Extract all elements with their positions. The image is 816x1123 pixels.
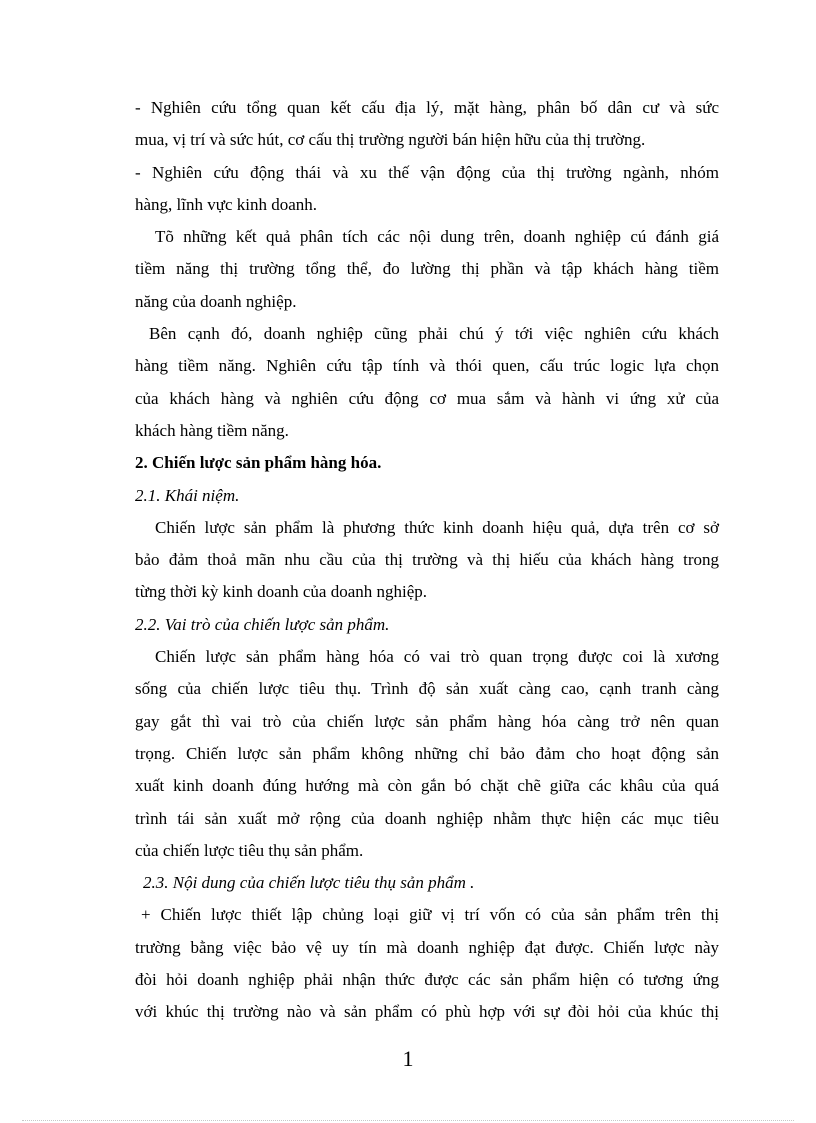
text-line: - Nghiên cứu tổng quan kết cấu địa lý, mặt hàng, phân bố dân cư và sức <box>135 98 719 117</box>
text-line: đòi hỏi doanh nghiệp phải nhận thức được các sản phẩm hiện có tương ứng <box>135 970 719 990</box>
text-line: mua, vị trí và sức hút, cơ cấu thị trường người bán hiện hữu của thị trường. <box>135 130 646 150</box>
text-line: + Chiến lược thiết lập chủng loại giữ vị trí vốn có của sản phẩm trên thị <box>141 905 719 925</box>
page-footer-divider <box>22 1120 794 1121</box>
text-line: trọng. Chiến lược sản phẩm không những chỉ bảo đảm cho hoạt động sản <box>135 743 719 763</box>
text-line: - Nghiên cứu động thái và xu thế vận động của thị trường ngành, nhóm <box>135 162 719 182</box>
text-line: khách hàng tiềm năng. <box>135 420 289 440</box>
text-line: sống của chiến lược tiêu thụ. Trình độ sản xuất càng cao, cạnh tranh càng <box>135 679 719 699</box>
text-line: trường bằng việc bảo vệ uy tín mà doanh nghiệp đạt được. Chiến lược này <box>135 937 719 957</box>
subsection-heading: 2.1. Khái niệm. <box>135 485 240 505</box>
page-body <box>135 92 719 1029</box>
subsection-heading: 2.2. Vai trò của chiến lược sản phẩm. <box>135 614 390 634</box>
section-heading: 2. Chiến lược sản phẩm hàng hóa. <box>135 453 382 473</box>
text-line: bảo đảm thoả mãn nhu cầu của thị trường và thị hiếu của khách hàng trong <box>135 550 719 570</box>
text-line: Chiến lược sản phẩm hàng hóa có vai trò quan trọng được coi là xương <box>155 647 719 667</box>
text-line: tiềm năng thị trường tổng thể, đo lường thị phần và tập khách hàng tiềm <box>135 259 719 279</box>
subsection-heading: 2.3. Nội dung của chiến lược tiêu thụ sản phẩm . <box>143 873 475 893</box>
text-line: của khách hàng và nghiên cứu động cơ mua sắm và hành vi ứng xử của <box>135 388 719 408</box>
text-line: của chiến lược tiêu thụ sản phẩm. <box>135 840 364 860</box>
text-line: xuất kinh doanh đúng hướng mà còn gắn bó chặt chẽ giữa các khâu của quá <box>135 776 719 796</box>
text-line: Chiến lược sản phẩm là phương thức kinh doanh hiệu quả, dựa trên cơ sở <box>155 517 719 537</box>
text-line: trình tái sản xuất mở rộng của doanh nghiệp nhằm thực hiện các mục tiêu <box>135 808 719 828</box>
text-line: năng của doanh nghiệp. <box>135 291 297 311</box>
text-line: gay gắt thì vai trò của chiến lược sản phẩm hàng hóa càng trở nên quan <box>135 711 719 731</box>
text-line: hàng, lĩnh vực kinh doanh. <box>135 194 318 214</box>
page-number: 1 <box>402 1046 414 1071</box>
text-line: Tõ những kết quả phân tích các nội dung trên, doanh nghiệp cú đánh giá <box>155 227 719 247</box>
text-line: hàng tiềm năng. Nghiên cứu tập tính và thói quen, cấu trúc logic lựa chọn <box>135 356 719 376</box>
text-line: Bên cạnh đó, doanh nghiệp cũng phải chú ý tới việc nghiên cứu khách <box>149 324 719 344</box>
text-line: với khúc thị trường nào và sản phẩm có phù hợp với sự đòi hỏi của khúc thị <box>135 1002 719 1022</box>
text-line: từng thời kỳ kinh doanh của doanh nghiệp. <box>135 582 428 602</box>
